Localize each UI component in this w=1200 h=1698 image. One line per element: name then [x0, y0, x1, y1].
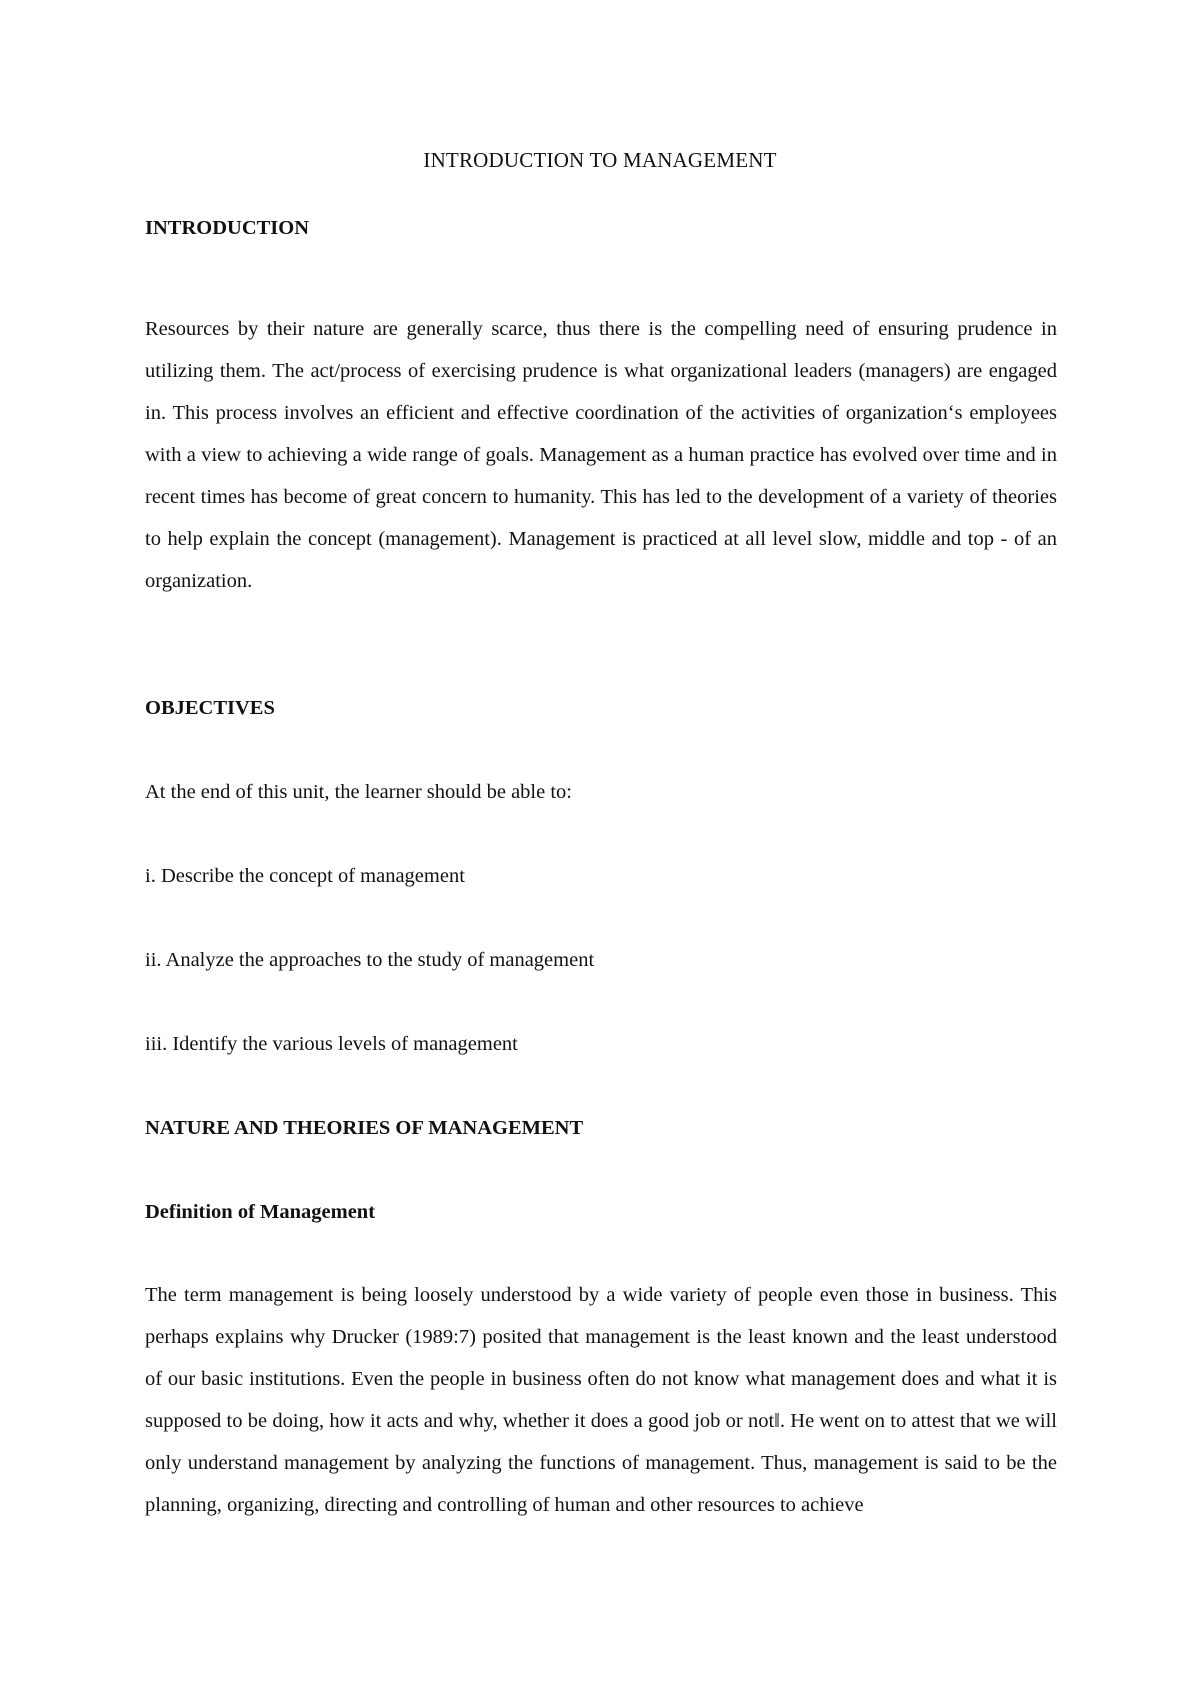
- definition-subheading: Definition of Management: [145, 1201, 376, 1223]
- objectives-intro: At the end of this unit, the learner should be able to:: [145, 781, 572, 803]
- introduction-heading: INTRODUCTION: [145, 217, 310, 239]
- nature-heading: NATURE AND THEORIES OF MANAGEMENT: [145, 1117, 584, 1139]
- objective-item: iii. Identify the various levels of management: [145, 1033, 518, 1055]
- objective-item: ii. Analyze the approaches to the study of management: [145, 949, 595, 971]
- objectives-heading: OBJECTIVES: [145, 697, 275, 719]
- introduction-paragraph: Resources by their nature are generally scarce, thus there is the compelling need of ensuring prudence in utilizing them. The act/process of exercising prudence is what organizational leaders (managers) are engaged in. This process involves an efficient and effective coordination of the activities of organization‘s employees with a view to achieving a wide range of goals. Management as a human practice has evolved over time and in recent times has become of great concern to humanity. This has led to the development of a variety of theories to help explain the concept (management). Management is practiced at all level slow, middle and top - of an organization.: [145, 318, 1057, 592]
- definition-paragraph: The term management is being loosely understood by a wide variety of people even those in business. This perhaps explains why Drucker (1989:7) posited that management is the least known and the least understood of our basic institutions. Even the people in business often do not know what management does and what it is supposed to be doing, how it acts and why, whether it does a good job or not‖. He went on to attest that we will only understand management by analyzing the functions of management. Thus, management is said to be the planning, organizing, directing and controlling of human and other resources to achieve: [145, 1284, 1057, 1516]
- document-title: INTRODUCTION TO MANAGEMENT: [423, 148, 777, 172]
- objective-item: i. Describe the concept of management: [145, 865, 465, 887]
